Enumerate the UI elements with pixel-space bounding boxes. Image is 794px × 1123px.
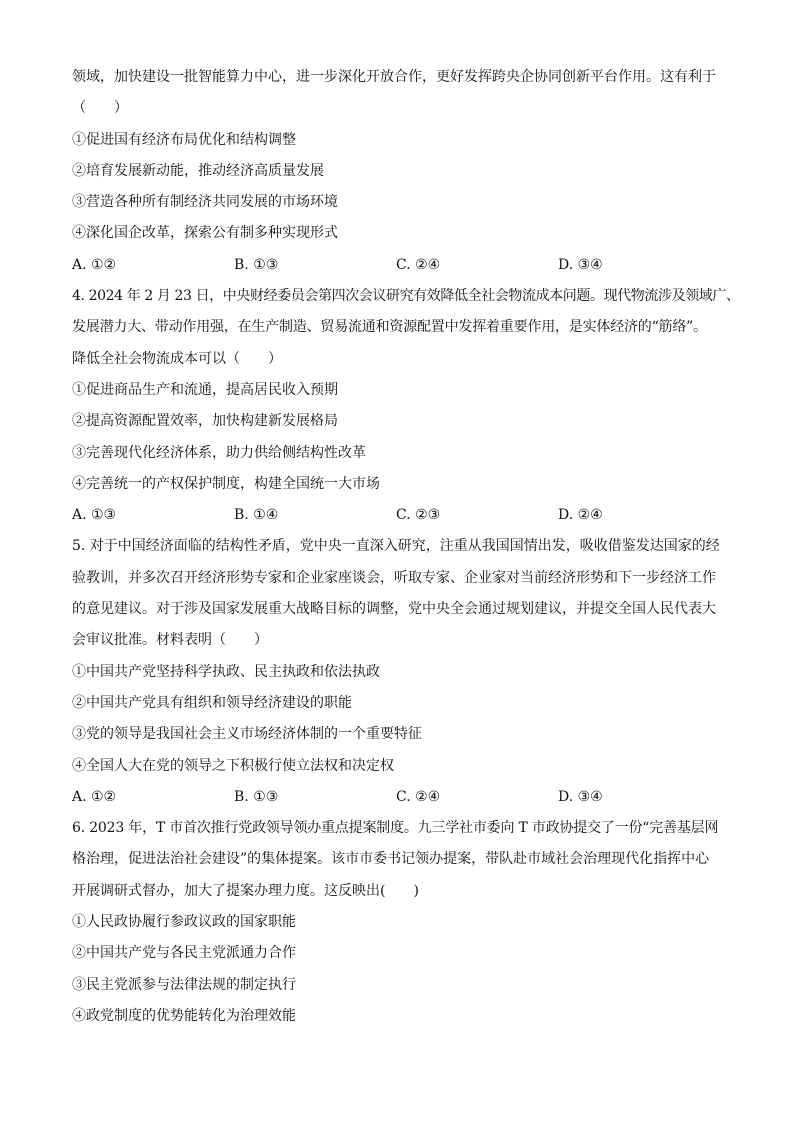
statement-option: ③完善现代化经济体系，助力供给侧结构性改革 [72, 444, 366, 461]
statement-option: ②中国共产党具有组织和领导经济建设的职能 [72, 694, 352, 711]
question-stem-line: 开展调研式督办，加大了提案办理力度。这反映出( ) [72, 882, 419, 899]
question-stem-line: 5. 对于中国经济面临的结构性矛盾，党中央一直深入研究，注重从我国国情出发，吸收借鉴发达国家的经 [72, 538, 720, 555]
statement-option: ④政党制度的优势能转化为治理效能 [72, 1007, 296, 1024]
statement-option: ①中国共产党坚持科学执政、民主执政和依法执政 [72, 663, 380, 680]
statement-option: ①人民政协履行参政议政的国家职能 [72, 914, 296, 931]
choice-a: A. ①② [72, 256, 117, 273]
choice-c: C. ②③ [396, 507, 441, 524]
question-stem-line: 会审议批准。材料表明（ ） [72, 632, 268, 649]
question-6 [72, 813, 732, 1032]
question-stem-line: 的意见建议。对于涉及国家发展重大战略目标的调整，党中央全会通过规划建议，并提交全国人民代表大 [72, 601, 716, 618]
answer-choices [72, 250, 732, 281]
statement-option: ④深化国企改革，探索公有制多种实现形式 [72, 225, 338, 242]
statement-option: ④全国人大在党的领导之下积极行使立法权和决定权 [72, 757, 394, 774]
choice-b: B. ①③ [234, 788, 279, 805]
statement-option: ②培育发展新动能，推动经济高质量发展 [72, 162, 324, 179]
question-stem-line: 发展潜力大、带动作用强，在生产制造、贸易流通和资源配置中发挥着重要作用，是实体经济的“筋络”。 [72, 319, 707, 336]
answer-blank: （ ） [72, 100, 128, 117]
statement-option: ③营造各种所有制经济共同发展的市场环境 [72, 194, 338, 211]
question-stem-line: 6. 2023 年，T 市首次推行党政领导领办重点提案制度。九三学社市委向 T 市政协提交了一份“完善基层网 [72, 820, 719, 837]
question-4 [72, 281, 740, 531]
choice-d: D. ③④ [558, 256, 603, 273]
choice-a: A. ①② [72, 788, 117, 805]
question-5 [72, 531, 732, 813]
choice-c: C. ②④ [396, 788, 441, 805]
question-3 [72, 62, 732, 281]
statement-option: ④完善统一的产权保护制度，构建全国统一大市场 [72, 475, 380, 492]
answer-choices [72, 500, 732, 531]
question-stem-line: 降低全社会物流成本可以（ ） [72, 350, 282, 367]
statement-option: ①促进国有经济布局优化和结构调整 [72, 131, 296, 148]
question-stem-line: 格治理，促进法治社会建设”的集体提案。该市市委书记领办提案，带队赴市域社会治理现代化指挥中心 [72, 851, 710, 868]
choice-a: A. ①③ [72, 507, 117, 524]
choice-b: B. ①④ [234, 507, 279, 524]
question-stem-line: 领域，加快建设一批智能算力中心，进一步深化开放合作，更好发挥跨央企协同创新平台作用。这有利于 [72, 69, 716, 85]
question-stem-line: 4. 2024 年 2 月 23 日，中央财经委员会第四次会议研究有效降低全社会物流成本问题。现代物流涉及领域广、 [72, 288, 740, 305]
choice-b: B. ①③ [234, 256, 279, 273]
exam-page [72, 62, 740, 1032]
question-stem-line: 验教训，并多次召开经济形势专家和企业家座谈会，听取专家、企业家对当前经济形势和下一步经济工作 [72, 569, 716, 586]
answer-choices [72, 782, 732, 813]
choice-c: C. ②④ [396, 256, 441, 273]
choice-d: D. ②④ [558, 507, 603, 524]
statement-option: ③党的领导是我国社会主义市场经济体制的一个重要特征 [72, 726, 422, 743]
statement-option: ②中国共产党与各民主党派通力合作 [72, 945, 296, 962]
statement-option: ②提高资源配置效率，加快构建新发展格局 [72, 413, 338, 430]
statement-option: ③民主党派参与法律法规的制定执行 [72, 976, 296, 993]
choice-d: D. ③④ [558, 788, 603, 805]
statement-option: ①促进商品生产和流通，提高居民收入预期 [72, 381, 338, 398]
